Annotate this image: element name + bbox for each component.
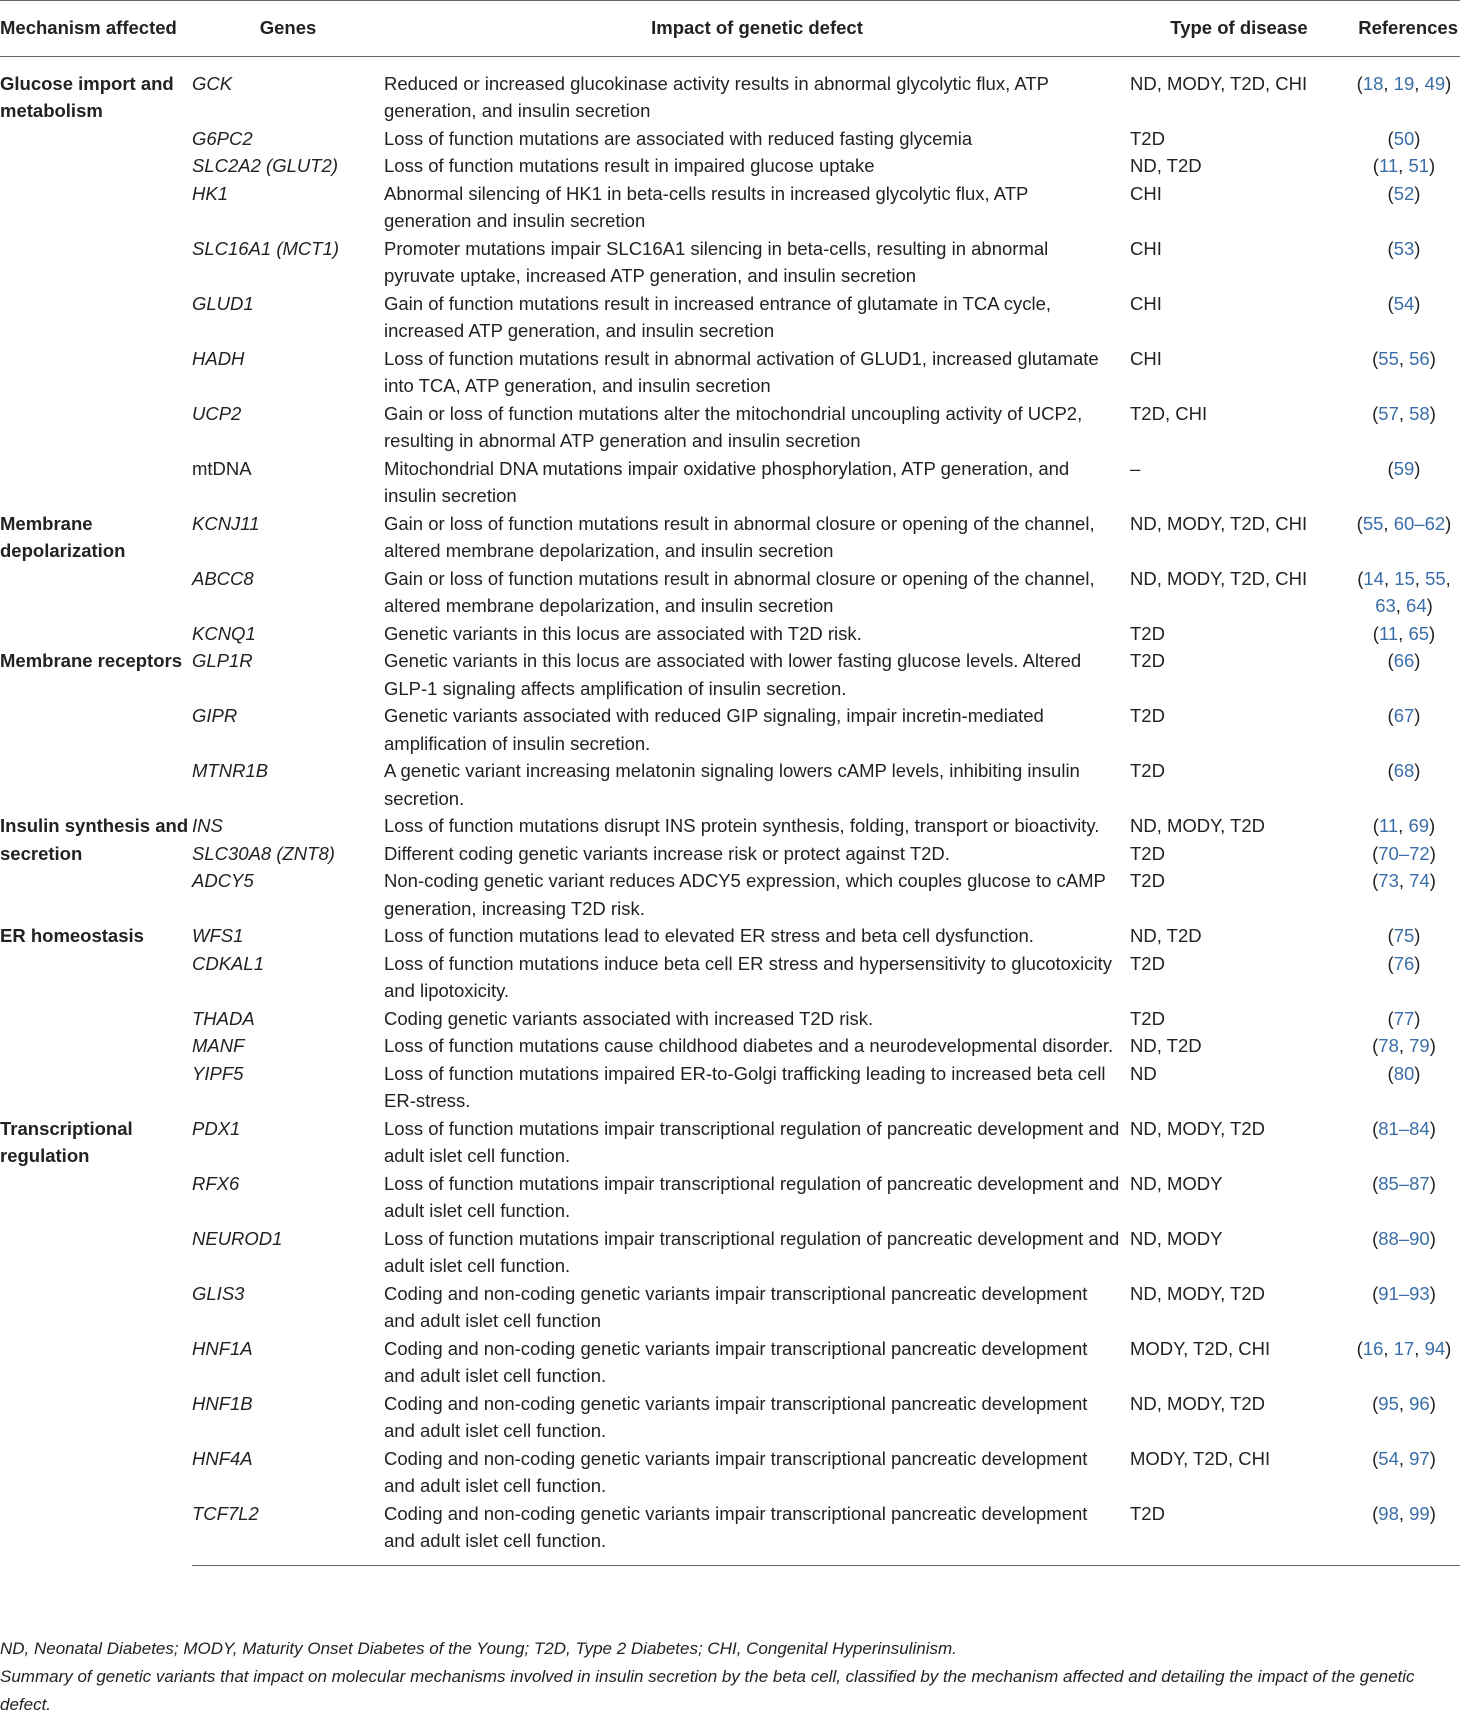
disease-cell: ND, T2D	[1130, 155, 1202, 176]
impact-cell: Loss of function mutations result in impaired glucose uptake	[384, 155, 875, 176]
impact-cell: Gain or loss of function mutations result in abnormal closure or opening of the channel, altered membrane depolarization, and insulin secretion	[384, 567, 1095, 616]
table-row	[0, 400, 1460, 455]
disease-cell: CHI	[1130, 182, 1162, 204]
gene-cell: WFS1	[192, 925, 244, 946]
reference-link[interactable]: 54	[1393, 292, 1415, 314]
mechanism-cell: Transcriptional regulation	[0, 1117, 133, 1166]
gene-cell: THADA	[192, 1007, 255, 1029]
table-row	[0, 510, 1460, 565]
impact-cell: Coding and non-coding genetic variants impair transcriptional pancreatic development and adult islet cell function	[384, 1282, 1088, 1331]
header-genes: Genes	[192, 1, 384, 57]
disease-cell: T2D	[1130, 705, 1165, 726]
disease-cell: CHI	[1130, 347, 1162, 369]
reference-link[interactable]: 99	[1409, 1502, 1430, 1524]
impact-cell: Gain or loss of function mutations result in abnormal closure or opening of the channel, altered membrane depolarization, and insulin secretion	[384, 512, 1095, 561]
references-cell: (70–72)	[1372, 842, 1436, 864]
reference-link[interactable]: 95	[1378, 1392, 1399, 1414]
reference-link[interactable]: 19	[1393, 72, 1415, 94]
disease-cell: ND, T2D	[1130, 1035, 1202, 1056]
gene-cell: TCF7L2	[192, 1500, 384, 1566]
table-row	[0, 812, 1460, 840]
gene-cell: NEUROD1	[192, 1227, 283, 1249]
table-row	[0, 152, 1460, 180]
disease-cell: ND, MODY, T2D	[1130, 1392, 1266, 1414]
gene-cell: RFX6	[192, 1172, 240, 1194]
header-row	[0, 1, 1460, 57]
reference-link[interactable]: 97	[1409, 1447, 1430, 1469]
reference-link[interactable]: 65	[1408, 622, 1430, 644]
impact-cell: Genetic variants in this locus are associated with lower fasting glucose levels. Altered GLP-1 signaling affects amplification of insulin secretion.	[384, 650, 1082, 699]
impact-cell: Genetic variants in this locus are associated with T2D risk.	[384, 622, 862, 644]
reference-link[interactable]: 60–62	[1393, 512, 1446, 534]
disease-cell: ND, MODY	[1130, 1172, 1223, 1194]
reference-link[interactable]: 94	[1424, 1337, 1446, 1359]
table-row	[0, 620, 1460, 648]
gene-cell: GCK	[192, 72, 233, 94]
table-row	[0, 1115, 1460, 1170]
impact-cell: Abnormal silencing of HK1 in beta-cells results in increased glycolytic flux, ATP generation and insulin secretion	[384, 182, 1029, 231]
gene-cell: KCNJ11	[192, 512, 260, 534]
reference-link[interactable]: 52	[1393, 182, 1415, 204]
references-cell: (18, 19, 49)	[1356, 72, 1452, 94]
reference-link[interactable]: 55	[1378, 347, 1399, 369]
table-row	[0, 867, 1460, 922]
disease-cell: ND, MODY, T2D, CHI	[1130, 512, 1308, 534]
disease-cell: T2D	[1130, 870, 1165, 891]
reference-link[interactable]: 54	[1378, 1447, 1399, 1469]
impact-cell: Different coding genetic variants increase risk or protect against T2D.	[384, 842, 950, 864]
references-cell: (77)	[1387, 1007, 1421, 1029]
table-row	[0, 235, 1460, 290]
gene-cell: HNF1A	[192, 1337, 253, 1359]
reference-link[interactable]: 55	[1425, 567, 1446, 589]
impact-cell: Loss of function mutations result in abnormal activation of GLUD1, increased glutamate into TCA, ATP generation, and insulin secretion	[384, 347, 1099, 396]
gene-cell: mtDNA	[192, 457, 252, 479]
references-cell: (85–87)	[1372, 1172, 1436, 1194]
table-row	[0, 1500, 1460, 1566]
reference-link[interactable]: 51	[1408, 155, 1430, 176]
disease-cell: T2D	[1130, 1500, 1348, 1566]
header-references: References	[1348, 1, 1460, 57]
gene-cell: SLC2A2 (GLUT2)	[192, 155, 338, 176]
gene-cell: YIPF5	[192, 1062, 244, 1084]
gene-cell: GLUD1	[192, 292, 254, 314]
impact-cell: Loss of function mutations impaired ER-to-Golgi trafficking leading to increased beta cell ER-stress.	[384, 1062, 1106, 1111]
references-cell: (52)	[1387, 182, 1421, 204]
gene-cell: UCP2	[192, 402, 242, 424]
reference-link[interactable]: 91–93	[1378, 1282, 1430, 1304]
impact-cell: Loss of function mutations impair transcriptional regulation of pancreatic development and adult islet cell function.	[384, 1117, 1120, 1166]
impact-cell: Genetic variants associated with reduced GIP signaling, impair incretin-mediated amplification of insulin secretion.	[384, 705, 1044, 754]
disease-cell: ND, MODY, T2D	[1130, 1282, 1266, 1304]
reference-link[interactable]: 17	[1393, 1337, 1415, 1359]
reference-link[interactable]: 77	[1393, 1007, 1415, 1029]
reference-link[interactable]: 88–90	[1378, 1227, 1430, 1249]
table-row	[0, 56, 1460, 125]
gene-cell: INS	[192, 815, 223, 836]
disease-cell: T2D	[1130, 952, 1165, 974]
table-row	[0, 1170, 1460, 1225]
references-cell: (67)	[1387, 705, 1421, 726]
references-cell: (11, 69)	[1372, 815, 1436, 836]
table-row	[0, 840, 1460, 868]
references-cell: (57, 58)	[1372, 402, 1436, 424]
impact-cell: Mitochondrial DNA mutations impair oxidative phosphorylation, ATP generation, and insulin secretion	[384, 457, 1070, 506]
reference-link[interactable]: 80	[1393, 1062, 1415, 1084]
reference-link[interactable]: 18	[1362, 72, 1384, 94]
mechanism-cell: Insulin synthesis and secretion	[0, 815, 189, 864]
disease-cell: ND	[1130, 1062, 1157, 1084]
references-cell: (50)	[1387, 127, 1421, 149]
impact-cell: Loss of function mutations lead to elevated ER stress and beta cell dysfunction.	[384, 925, 1034, 946]
disease-cell: MODY, T2D, CHI	[1130, 1447, 1271, 1469]
disease-cell: ND, MODY, T2D, CHI	[1130, 567, 1308, 589]
references-cell: (11, 51)	[1372, 155, 1436, 176]
impact-cell: Coding and non-coding genetic variants impair transcriptional pancreatic development and adult islet cell function.	[384, 1447, 1088, 1496]
gene-cell: CDKAL1	[192, 952, 264, 974]
table-row	[0, 1032, 1460, 1060]
reference-link[interactable]: 85–87	[1378, 1172, 1430, 1194]
gene-cell: G6PC2	[192, 127, 253, 149]
reference-link[interactable]: 67	[1393, 705, 1415, 726]
table-row	[0, 647, 1460, 702]
table-row	[0, 922, 1460, 950]
references-cell: (11, 65)	[1372, 622, 1436, 644]
impact-cell: Coding genetic variants associated with increased T2D risk.	[384, 1007, 874, 1029]
reference-link[interactable]: 16	[1362, 1337, 1384, 1359]
references-cell: (54, 97)	[1372, 1447, 1436, 1469]
summary-note: Summary of genetic variants that impact on molecular mechanisms involved in insulin secretion by the beta cell, classified by the mechanism affected and detailing the impact of the genetic defect.	[0, 1667, 1415, 1714]
reference-link[interactable]: 11	[1378, 815, 1399, 836]
disease-cell: ND, MODY, T2D	[1130, 1117, 1266, 1139]
gene-cell: ADCY5	[192, 870, 254, 891]
disease-cell: CHI	[1130, 237, 1162, 259]
disease-cell: T2D, CHI	[1130, 402, 1208, 424]
references-cell: (55, 60–62)	[1356, 512, 1452, 534]
reference-link[interactable]: 98	[1378, 1502, 1399, 1524]
reference-link[interactable]: 96	[1409, 1392, 1430, 1414]
table-row	[0, 950, 1460, 1005]
mechanism-cell: Membrane depolarization	[0, 512, 126, 561]
reference-link[interactable]: 56	[1409, 347, 1430, 369]
disease-cell: T2D	[1130, 1007, 1165, 1029]
mechanism-cell: Glucose import and metabolism	[0, 72, 174, 121]
impact-cell: A genetic variant increasing melatonin signaling lowers cAMP levels, inhibiting insulin secretion.	[384, 760, 1080, 809]
references-cell: (98, 99)	[1348, 1500, 1460, 1566]
reference-link[interactable]: 49	[1424, 72, 1446, 94]
references-cell: (66)	[1387, 650, 1421, 671]
references-cell: (73, 74)	[1372, 870, 1436, 891]
disease-cell: T2D	[1130, 622, 1165, 644]
reference-link[interactable]: 76	[1393, 952, 1415, 974]
impact-cell: Coding and non-coding genetic variants impair transcriptional pancreatic development and adult islet cell function.	[384, 1337, 1088, 1386]
reference-link[interactable]: 69	[1408, 815, 1430, 836]
gene-cell: HNF4A	[192, 1447, 253, 1469]
references-cell: (75)	[1387, 925, 1421, 946]
reference-link[interactable]: 14	[1363, 567, 1384, 589]
reference-link[interactable]: 68	[1393, 760, 1415, 781]
impact-cell: Gain of function mutations result in increased entrance of glutamate in TCA cycle, increased ATP generation, and insulin secretion	[384, 292, 1052, 341]
impact-cell: Non-coding genetic variant reduces ADCY5 expression, which couples glucose to cAMP generation, increasing T2D risk.	[384, 870, 1106, 919]
impact-cell: Loss of function mutations induce beta cell ER stress and hypersensitivity to glucotoxicity and lipotoxicity.	[384, 952, 1113, 1001]
gene-cell: SLC30A8 (ZNT8)	[192, 842, 335, 864]
gene-cell: PDX1	[192, 1117, 241, 1139]
table-body	[0, 56, 1460, 1565]
gene-cell: GIPR	[192, 705, 238, 726]
header-impact: Impact of genetic defect	[384, 1, 1130, 57]
references-cell: (91–93)	[1372, 1282, 1436, 1304]
reference-link[interactable]: 58	[1409, 402, 1430, 424]
header-mechanism: Mechanism affected	[0, 1, 192, 57]
reference-link[interactable]: 64	[1406, 595, 1427, 616]
disease-cell: CHI	[1130, 292, 1162, 314]
table-row	[0, 1225, 1460, 1280]
gene-cell: HNF1B	[192, 1392, 253, 1414]
disease-cell: ND, MODY, T2D, CHI	[1130, 72, 1308, 94]
reference-link[interactable]: 57	[1378, 402, 1399, 424]
mechanism-cell: ER homeostasis	[0, 925, 144, 946]
table-row	[0, 1390, 1460, 1445]
table-row	[0, 1280, 1460, 1335]
references-cell: (59)	[1387, 457, 1421, 479]
table-row	[0, 1335, 1460, 1390]
references-cell: (55, 56)	[1372, 347, 1436, 369]
disease-cell: T2D	[1130, 650, 1165, 671]
disease-cell: MODY, T2D, CHI	[1130, 1337, 1271, 1359]
references-cell: (16, 17, 94)	[1356, 1337, 1452, 1359]
table-row	[0, 1005, 1460, 1033]
impact-cell: Loss of function mutations impair transcriptional regulation of pancreatic development and adult islet cell function.	[384, 1227, 1120, 1276]
references-cell: (80)	[1387, 1062, 1421, 1084]
disease-cell: –	[1130, 457, 1141, 479]
reference-link[interactable]: 11	[1378, 155, 1399, 176]
table-footnotes	[0, 1635, 1460, 1719]
gene-cell: GLP1R	[192, 650, 253, 671]
reference-link[interactable]: 75	[1393, 925, 1415, 946]
impact-cell: Coding and non-coding genetic variants impair transcriptional pancreatic development and adult islet cell function.	[384, 1392, 1088, 1441]
references-cell: (14, 15, 55, 63, 64)	[1357, 567, 1451, 616]
impact-cell: Loss of function mutations cause childhood diabetes and a neurodevelopmental disorder.	[384, 1035, 1114, 1056]
impact-cell: Coding and non-coding genetic variants impair transcriptional pancreatic development and adult islet cell function.	[384, 1500, 1130, 1566]
reference-link[interactable]: 66	[1393, 650, 1415, 671]
impact-cell: Loss of function mutations disrupt INS protein synthesis, folding, transport or bioactivity.	[384, 815, 1100, 836]
table-row	[0, 702, 1460, 757]
abbreviations-note: ND, Neonatal Diabetes; MODY, Maturity Onset Diabetes of the Young; T2D, Type 2 Diabetes; CHI, Congenital Hyperinsulinism.	[0, 1639, 957, 1658]
reference-link[interactable]: 53	[1393, 237, 1415, 259]
gene-cell: MANF	[192, 1035, 245, 1056]
table-row	[0, 565, 1460, 620]
disease-cell: T2D	[1130, 127, 1165, 149]
references-cell: (68)	[1387, 760, 1421, 781]
references-cell: (95, 96)	[1372, 1392, 1436, 1414]
gene-cell: HK1	[192, 182, 228, 204]
table-row	[0, 757, 1460, 812]
reference-link[interactable]: 59	[1393, 457, 1415, 479]
table-row	[0, 290, 1460, 345]
disease-cell: ND, T2D	[1130, 925, 1202, 946]
table-row	[0, 1445, 1460, 1500]
impact-cell: Loss of function mutations are associated with reduced fasting glycemia	[384, 127, 973, 149]
impact-cell: Gain or loss of function mutations alter the mitochondrial uncoupling activity of UCP2, resulting in abnormal ATP generation and insulin secretion	[384, 402, 1083, 451]
reference-link[interactable]: 79	[1409, 1035, 1430, 1056]
reference-link[interactable]: 78	[1378, 1035, 1399, 1056]
reference-link[interactable]: 11	[1378, 622, 1399, 644]
impact-cell: Promoter mutations impair SLC16A1 silencing in beta-cells, resulting in abnormal pyruvate uptake, increased ATP generation, and insulin secretion	[384, 237, 1049, 286]
gene-cell: HADH	[192, 347, 245, 369]
table-row	[0, 180, 1460, 235]
gene-cell: GLIS3	[192, 1282, 245, 1304]
reference-link[interactable]: 70–72	[1378, 842, 1430, 864]
reference-link[interactable]: 55	[1362, 512, 1384, 534]
reference-link[interactable]: 73	[1378, 870, 1399, 891]
table-row	[0, 1060, 1460, 1115]
reference-link[interactable]: 63	[1375, 595, 1396, 616]
table-header	[0, 1, 1460, 57]
references-cell: (78, 79)	[1372, 1035, 1436, 1056]
table-row	[0, 455, 1460, 510]
impact-cell: Loss of function mutations impair transcriptional regulation of pancreatic development and adult islet cell function.	[384, 1172, 1120, 1221]
reference-link[interactable]: 50	[1393, 127, 1415, 149]
disease-cell: ND, MODY, T2D	[1130, 815, 1266, 836]
references-cell: (81–84)	[1372, 1117, 1436, 1139]
reference-link[interactable]: 74	[1409, 870, 1430, 891]
table-row	[0, 345, 1460, 400]
table-row	[0, 125, 1460, 153]
header-disease: Type of disease	[1130, 1, 1348, 57]
impact-cell: Reduced or increased glucokinase activity results in abnormal glycolytic flux, ATP generation, and insulin secretion	[384, 72, 1049, 121]
disease-cell: T2D	[1130, 760, 1165, 781]
references-cell: (76)	[1387, 952, 1421, 974]
references-cell: (88–90)	[1372, 1227, 1436, 1249]
mechanism-cell: Membrane receptors	[0, 650, 182, 671]
disease-cell: ND, MODY	[1130, 1227, 1223, 1249]
gene-cell: ABCC8	[192, 567, 254, 589]
reference-link[interactable]: 15	[1394, 567, 1415, 589]
gene-cell: MTNR1B	[192, 760, 269, 781]
references-cell: (54)	[1387, 292, 1421, 314]
gene-cell: KCNQ1	[192, 622, 256, 644]
disease-cell: T2D	[1130, 842, 1165, 864]
reference-link[interactable]: 81–84	[1378, 1117, 1430, 1139]
references-cell: (53)	[1387, 237, 1421, 259]
gene-cell: SLC16A1 (MCT1)	[192, 237, 340, 259]
